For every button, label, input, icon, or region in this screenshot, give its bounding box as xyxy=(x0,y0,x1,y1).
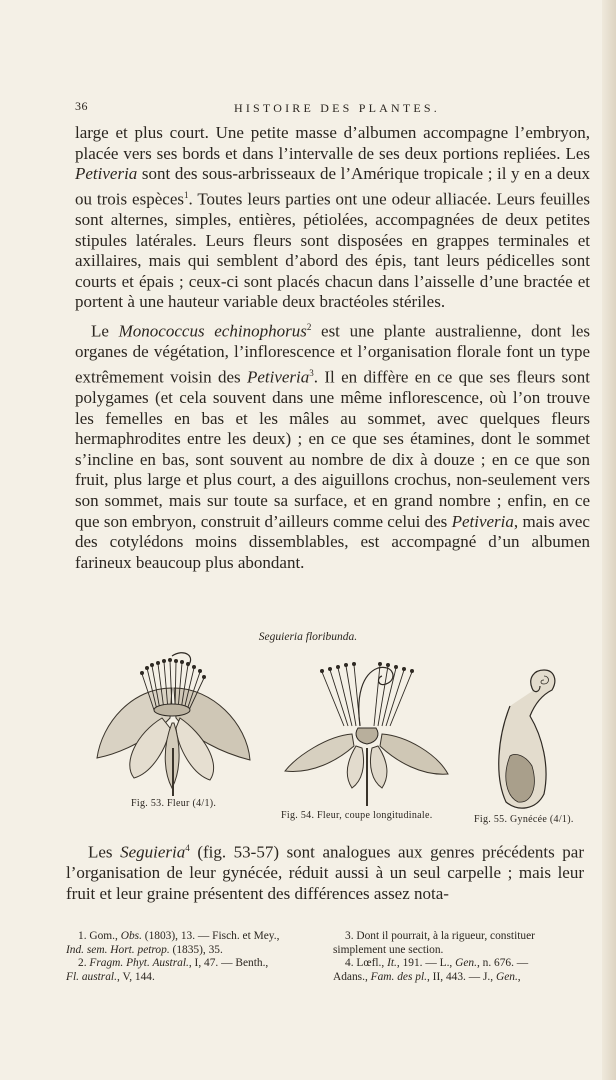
genus-name: Seguieria xyxy=(120,842,186,862)
footnote-ref: 1 xyxy=(183,189,189,200)
main-text-continued xyxy=(66,838,584,904)
footnote-ref: 4 xyxy=(185,843,190,853)
gynoecium-illustration xyxy=(488,666,564,812)
footnote-2-cont: Fl. austral., V, 144. xyxy=(66,970,155,983)
main-text xyxy=(75,123,590,573)
species-name: Monococcus echinophorus xyxy=(118,321,307,341)
footnotes-left xyxy=(66,930,322,984)
genus-name: Petiveria xyxy=(451,511,514,531)
page-number: 36 xyxy=(75,99,88,113)
footnote-1: 1. Gom., Obs. (1803), 13. — Fisch. et Mey., xyxy=(78,930,280,942)
footnote-4: 4. Lœfl., It., 191. — L., Gen., n. 676. — xyxy=(345,957,529,970)
caption-fig-53: Fig. 53. Fleur (4/1). xyxy=(131,798,217,809)
section-illustration xyxy=(282,656,452,806)
paragraph-monococcus: Le Monococcus echinophorus$^2$ est une plante australienne, dont les organes de végétation, l’inflorescence et l’organisation florale font un type extrêmement voisin des Petiveria$^3$. Il en diffère en ce que ses fleurs sont polygames (et cela souvent dans une même inflorescence, où l’on trouve les femelles en bas et les mâles au sommet, avec quelques fleurs hermaphrodites entre les deux) ; en ce que ses étamines, dont le sommet s’incline en bas, sont souvent au nombre de dix à douze ; en ce que son fruit, plus large et plus court, a des aiguillons crochus, non-seulement vers son sommet, mais sur toute sa surface, et en grand nombre ; enfin, en ce que son embryon, construit d’ailleurs comme celui des Petiveria, mais avec des cotylédons moins dissemblables, est accompagné d’un albumen farineux beaucoup plus abondant. xyxy=(75,321,590,572)
footnote-3-cont: simplement une section. xyxy=(333,943,444,956)
footnote-3: 3. Dont il pourrait, à la rigueur, constituer xyxy=(345,930,535,942)
caption-fig-54: Fig. 54. Fleur, coupe longitudinale. xyxy=(281,810,433,821)
footnote-1-cont: Ind. sem. Hort. petrop. (1835), 35. xyxy=(66,943,223,956)
caption-fig-55: Fig. 55. Gynécée (4/1). xyxy=(474,814,574,825)
figure-53-flower xyxy=(92,648,254,798)
genus-name: Petiveria xyxy=(246,367,310,387)
paragraph-seguieria: Les Seguieria$^4$ (fig. 53-57) sont analogues aux genres précédents par l’organisation de leur gynécée, réduit aussi à un seul carpelle ; mais leur fruit et leur graine présentent des différences assez nota- xyxy=(66,842,584,903)
footnote-ref: 2 xyxy=(306,322,312,332)
footnote-2: 2. Fragm. Phyt. Austral., I, 47. — Benth., xyxy=(78,957,269,970)
flower-illustration xyxy=(92,648,254,798)
figure-title: Seguieria floribunda. xyxy=(258,631,358,643)
page-edge xyxy=(602,0,616,1080)
running-head: HISTOIRE DES PLANTES. xyxy=(234,101,440,115)
footnote-ref: 3 xyxy=(309,367,314,378)
figure-54-section xyxy=(282,656,452,806)
figure-55-gynoecium xyxy=(488,666,564,812)
footnotes-right xyxy=(333,930,585,984)
paragraph-petiveria: large et plus court. Une petite masse d’albumen accompagne l’embryon, placée vers ses bords et dans l’intervalle de ses deux portions repliées. Les Petiveria sont des sous-arbrisseaux de l’Amérique tropicale ; il y en a deux ou trois espèces$^1$. Toutes leurs parties ont une odeur alliacée. Leurs feuilles sont alternes, simples, entières, pétiolées, accompagnées de deux petites stipules latérales. Leurs fleurs sont disposées en grappes terminales et axillaires, mais qui semblent d’abord des épis, tant leurs pédicelles sont courts et épais ; ceux-ci sont placés chacun dans l’aisselle d’une bractée et portent à une hauteur variable deux bractéoles stériles. xyxy=(75,123,591,312)
genus-name: Petiveria xyxy=(75,164,138,184)
footnote-4-cont: Adans., Fam. des pl., II, 443. — J., Gen., xyxy=(333,970,521,983)
